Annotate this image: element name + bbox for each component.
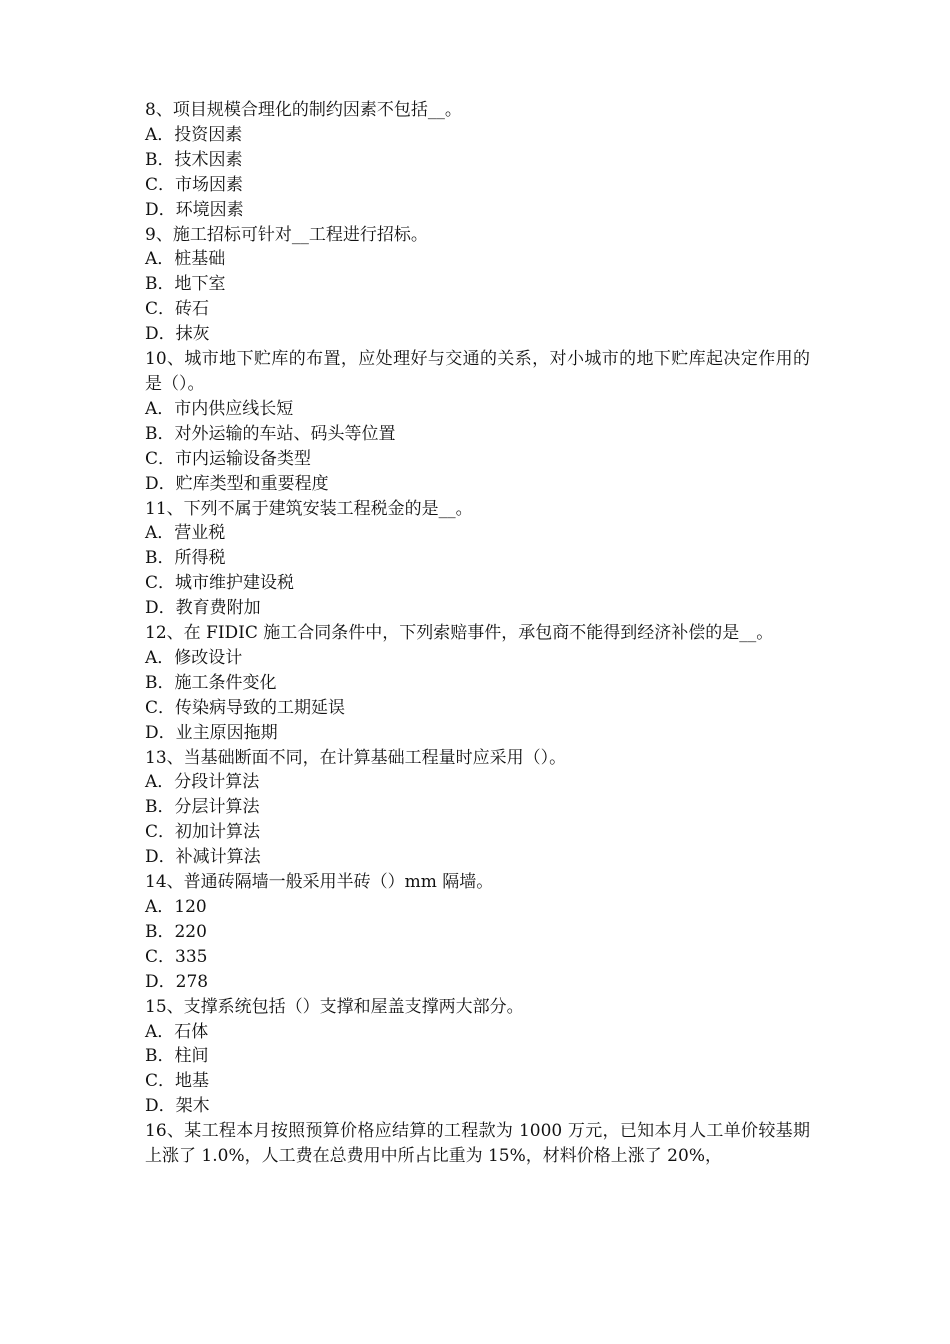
option-c: C．砖石 <box>145 299 210 320</box>
question-stem: 10、城市地下贮库的布置，应处理好与交通的关系，对小城市的地下贮库起决定作用的是（）。 <box>145 349 810 394</box>
question-list <box>145 98 810 1169</box>
option-c: C．城市维护建设税 <box>145 573 295 594</box>
option-c: C．传染病导致的工期延误 <box>145 697 346 718</box>
option-b: B．所得税 <box>145 548 226 569</box>
option-d: D．架木 <box>145 1096 210 1117</box>
question-11 <box>145 497 810 622</box>
question-stem: 14、普通砖隔墙一般采用半砖（）mm 隔墙。 <box>145 872 494 893</box>
question-16 <box>145 1119 810 1169</box>
option-d: D．教育费附加 <box>145 598 261 619</box>
option-a: A．修改设计 <box>145 647 243 668</box>
option-b: B．220 <box>145 921 207 942</box>
option-a: A．分段计算法 <box>145 772 260 793</box>
option-a: A．石体 <box>145 1021 209 1042</box>
option-b: B．柱间 <box>145 1046 209 1067</box>
option-d: D．贮库类型和重要程度 <box>145 473 329 494</box>
option-d: D．抹灰 <box>145 324 210 345</box>
question-stem: 11、下列不属于建筑安装工程税金的是__。 <box>145 498 473 519</box>
option-c: C．335 <box>145 946 208 967</box>
option-b: B．地下室 <box>145 274 226 295</box>
option-b: B．技术因素 <box>145 149 243 170</box>
option-c: C．市内运输设备类型 <box>145 448 312 469</box>
option-a: A．营业税 <box>145 523 226 544</box>
option-a: A．120 <box>145 897 207 917</box>
question-9 <box>145 223 810 348</box>
option-b: B．对外运输的车站、码头等位置 <box>145 423 396 444</box>
option-d: D．278 <box>145 971 209 992</box>
option-b: B．分层计算法 <box>145 797 260 818</box>
option-d: D．业主原因拖期 <box>145 722 278 743</box>
question-stem: 12、在 FIDIC 施工合同条件中，下列索赔事件，承包商不能得到经济补偿的是__。 <box>145 623 774 644</box>
option-b: B．施工条件变化 <box>145 672 277 693</box>
question-15 <box>145 995 810 1120</box>
option-a: A．市内供应线长短 <box>145 398 294 419</box>
option-d: D．补减计算法 <box>145 847 261 868</box>
question-10 <box>145 347 810 496</box>
option-d: D．环境因素 <box>145 199 244 220</box>
question-stem: 13、当基础断面不同，在计算基础工程量时应采用（）。 <box>145 747 567 768</box>
question-8 <box>145 98 810 223</box>
option-c: C．市场因素 <box>145 174 244 195</box>
question-stem: 15、支撑系统包括（）支撑和屋盖支撑两大部分。 <box>145 996 524 1017</box>
option-a: A．投资因素 <box>145 124 243 145</box>
option-c: C．地基 <box>145 1071 210 1092</box>
question-12 <box>145 621 810 746</box>
option-c: C．初加计算法 <box>145 822 261 843</box>
question-stem: 16、某工程本月按照预算价格应结算的工程款为 1000 万元，已知本月人工单价较基期上涨了 1.0%，人工费在总费用中所占比重为 15%，材料价格上涨了 20%， <box>145 1121 810 1167</box>
question-stem: 8、项目规模合理化的制约因素不包括__。 <box>145 100 462 120</box>
option-a: A．桩基础 <box>145 249 226 270</box>
question-14 <box>145 870 810 995</box>
question-13 <box>145 746 810 871</box>
question-stem: 9、施工招标可针对__工程进行招标。 <box>145 224 428 245</box>
